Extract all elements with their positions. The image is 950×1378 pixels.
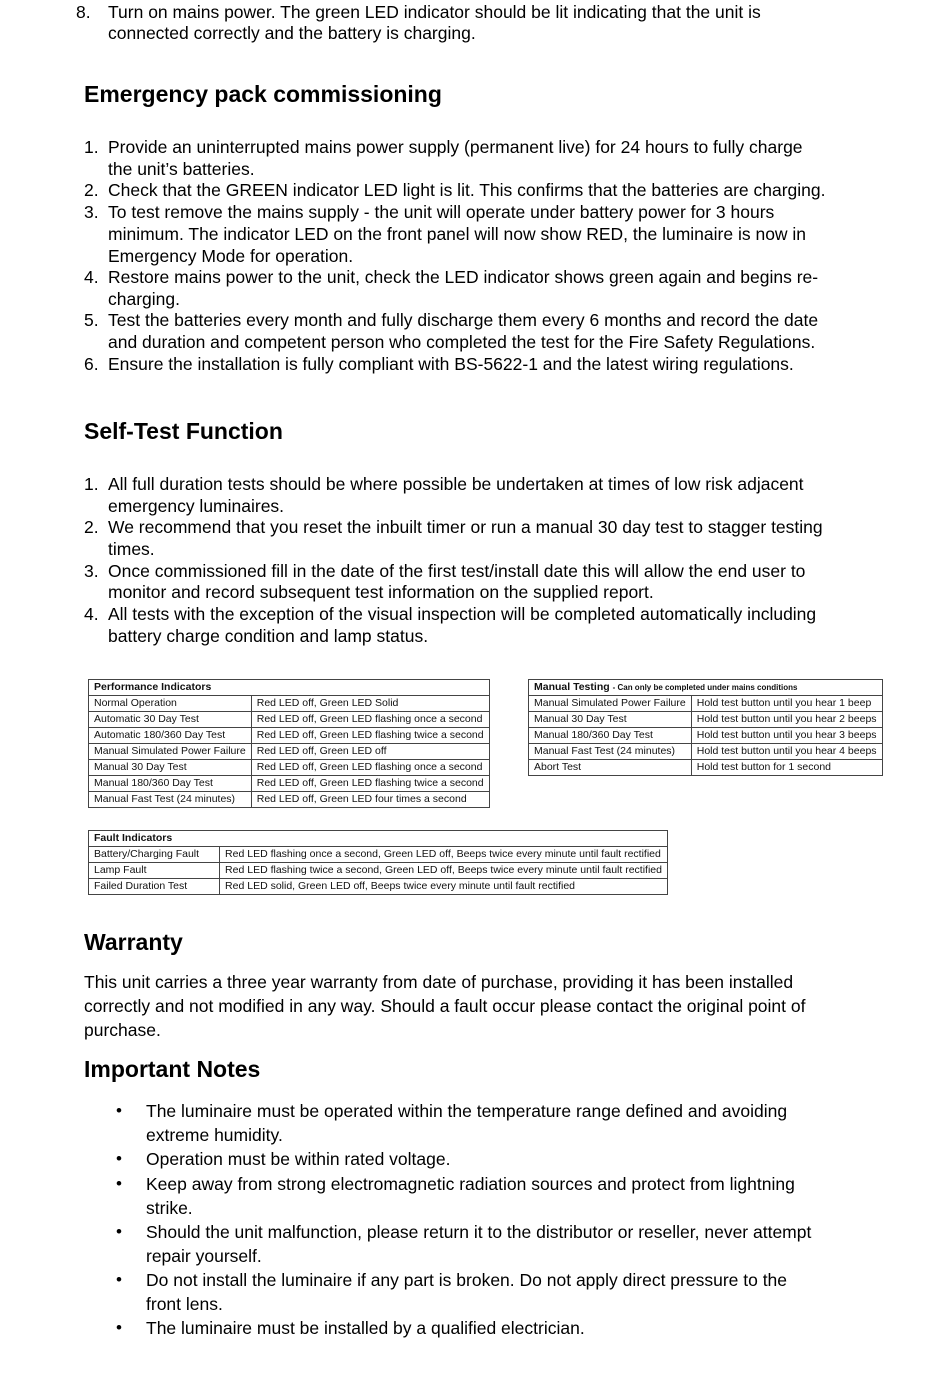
warranty-heading: Warranty: [84, 929, 183, 955]
fault-indicators-table: [88, 830, 668, 895]
self-test-item-line: times.: [108, 539, 155, 559]
note-line: Keep away from strong electromagnetic radiation sources and protect from lightning: [146, 1174, 795, 1194]
table-row: [529, 760, 883, 776]
self-test-item-line: All full duration tests should be where possible be undertaken at times of low risk adjacent: [108, 474, 804, 494]
commissioning-item-number: 3.: [84, 202, 99, 222]
manual-table-title-text: Manual Testing: [534, 681, 610, 693]
table-cell: Hold test button until you hear 3 beeps: [691, 728, 882, 744]
self-test-item-line: All tests with the exception of the visual inspection will be completed automatically including: [108, 604, 817, 624]
intro-item-number: 8.: [76, 2, 91, 22]
commissioning-item-number: 6.: [84, 354, 99, 374]
commissioning-item-number: 1.: [84, 137, 99, 157]
self-test-item-line: Once commissioned fill in the date of the first test/install date this will allow the end user to: [108, 561, 806, 581]
notes-heading: Important Notes: [84, 1056, 261, 1082]
commissioning-item-line: charging.: [108, 289, 180, 309]
table-cell: Failed Duration Test: [89, 879, 220, 895]
table-cell: Red LED off, Green LED flashing twice a second: [251, 728, 489, 744]
commissioning-heading: Emergency pack commissioning: [84, 81, 442, 107]
commissioning-item-number: 4.: [84, 267, 99, 287]
self-test-item-line: monitor and record subsequent test information on the supplied report.: [108, 582, 654, 602]
self-test-item-number: 1.: [84, 474, 99, 494]
commissioning-item-line: minimum. The indicator LED on the front panel will now show RED, the luminaire is now in: [108, 224, 807, 244]
commissioning-item-line: To test remove the mains supply - the unit will operate under battery power for 3 hours: [108, 202, 775, 222]
note-line: Do not install the luminaire if any part is broken. Do not apply direct pressure to the: [146, 1270, 788, 1290]
table-cell: Red LED off, Green LED off: [251, 744, 489, 760]
table-row: [529, 712, 883, 728]
table-row: [89, 744, 490, 760]
table-row: [89, 728, 490, 744]
table-cell: Hold test button until you hear 4 beeps: [691, 744, 882, 760]
table-cell: Battery/Charging Fault: [89, 847, 220, 863]
performance-table-title: Performance Indicators: [89, 680, 490, 696]
self-test-item-number: 2.: [84, 517, 99, 537]
table-cell: Manual Fast Test (24 minutes): [89, 792, 252, 808]
table-cell: Red LED solid, Green LED off, Beeps twice every minute until fault rectified: [220, 879, 668, 895]
self-test-heading: Self-Test Function: [84, 418, 283, 444]
table-row: [89, 792, 490, 808]
commissioning-item-line: Test the batteries every month and fully discharge them every 6 months and record the date: [108, 310, 819, 330]
manual-testing-table: [528, 679, 883, 776]
warranty-text-line: This unit carries a three year warranty from date of purchase, providing it has been installed: [84, 972, 794, 992]
manual-table-subtitle: - Can only be completed under mains conditions: [612, 683, 798, 692]
table-header-row: [89, 680, 490, 696]
intro-item-line: connected correctly and the battery is charging.: [108, 23, 476, 43]
table-cell: Manual 180/360 Day Test: [89, 776, 252, 792]
table-cell: Red LED off, Green LED flashing once a second: [251, 712, 489, 728]
bullet-icon: •: [116, 1318, 122, 1337]
table-cell: Manual Simulated Power Failure: [529, 696, 692, 712]
table-cell: Normal Operation: [89, 696, 252, 712]
table-cell: Manual 30 Day Test: [89, 760, 252, 776]
note-line: The luminaire must be operated within the temperature range defined and avoiding: [146, 1101, 788, 1121]
table-cell: Red LED off, Green LED flashing twice a second: [251, 776, 489, 792]
table-row: [89, 696, 490, 712]
table-cell: Automatic 180/360 Day Test: [89, 728, 252, 744]
commissioning-item-line: the unit’s batteries.: [108, 159, 255, 179]
commissioning-item-line: Restore mains power to the unit, check the LED indicator shows green again and begins re-: [108, 267, 819, 287]
table-cell: Manual Fast Test (24 minutes): [529, 744, 692, 760]
table-cell: Red LED off, Green LED flashing once a second: [251, 760, 489, 776]
manual-table-title: [529, 680, 883, 696]
note-line: strike.: [146, 1198, 193, 1218]
commissioning-item-line: Check that the GREEN indicator LED light is lit. This confirms that the batteries are charging.: [108, 180, 826, 200]
table-row: [89, 760, 490, 776]
note-line: front lens.: [146, 1294, 223, 1314]
table-row: [529, 728, 883, 744]
warranty-text-line: correctly and not modified in any way. Should a fault occur please contact the original point of: [84, 996, 806, 1016]
table-row: [89, 712, 490, 728]
table-header-row: [89, 831, 668, 847]
table-cell: Red LED off, Green LED four times a second: [251, 792, 489, 808]
performance-indicators-table: [88, 679, 490, 808]
bullet-icon: •: [116, 1270, 122, 1289]
table-cell: Red LED flashing once a second, Green LED off, Beeps twice every minute until fault rectified: [220, 847, 668, 863]
bullet-icon: •: [116, 1174, 122, 1193]
intro-item-line: Turn on mains power. The green LED indicator should be lit indicating that the unit is: [108, 2, 761, 22]
note-line: Should the unit malfunction, please return it to the distributor or reseller, never attempt: [146, 1222, 812, 1242]
commissioning-item-line: Ensure the installation is fully compliant with BS-5622-1 and the latest wiring regulations.: [108, 354, 794, 374]
table-header-row: [529, 680, 883, 696]
self-test-item-line: We recommend that you reset the inbuilt timer or run a manual 30 day test to stagger testing: [108, 517, 823, 537]
self-test-item-line: emergency luminaires.: [108, 496, 285, 516]
fault-table-title: Fault Indicators: [89, 831, 668, 847]
commissioning-item-line: Provide an uninterrupted mains power supply (permanent live) for 24 hours to fully charge: [108, 137, 803, 157]
warranty-text-line: purchase.: [84, 1020, 161, 1040]
note-line: extreme humidity.: [146, 1125, 283, 1145]
self-test-item-line: battery charge condition and lamp status.: [108, 626, 429, 646]
commissioning-item-line: and duration and competent person who completed the test for the Fire Safety Regulations.: [108, 332, 816, 352]
table-cell: Manual 30 Day Test: [529, 712, 692, 728]
self-test-item-number: 3.: [84, 561, 99, 581]
table-row: [529, 744, 883, 760]
table-cell: Lamp Fault: [89, 863, 220, 879]
table-cell: Automatic 30 Day Test: [89, 712, 252, 728]
table-row: [89, 863, 668, 879]
commissioning-item-number: 5.: [84, 310, 99, 330]
bullet-icon: •: [116, 1149, 122, 1168]
table-cell: Hold test button for 1 second: [691, 760, 882, 776]
table-cell: Manual 180/360 Day Test: [529, 728, 692, 744]
table-cell: Manual Simulated Power Failure: [89, 744, 252, 760]
table-cell: Red LED off, Green LED Solid: [251, 696, 489, 712]
table-row: [89, 879, 668, 895]
self-test-item-number: 4.: [84, 604, 99, 624]
table-row: [529, 696, 883, 712]
table-cell: Hold test button until you hear 2 beeps: [691, 712, 882, 728]
note-line: Operation must be within rated voltage.: [146, 1149, 451, 1169]
commissioning-item-line: Emergency Mode for operation.: [108, 246, 354, 266]
note-line: repair yourself.: [146, 1246, 262, 1266]
note-line: The luminaire must be installed by a qualified electrician.: [146, 1318, 585, 1338]
table-row: [89, 776, 490, 792]
bullet-icon: •: [116, 1222, 122, 1241]
table-cell: Red LED flashing twice a second, Green LED off, Beeps twice every minute until fault rectified: [220, 863, 668, 879]
bullet-icon: •: [116, 1101, 122, 1120]
table-cell: Hold test button until you hear 1 beep: [691, 696, 882, 712]
table-cell: Abort Test: [529, 760, 692, 776]
table-row: [89, 847, 668, 863]
commissioning-item-number: 2.: [84, 180, 99, 200]
